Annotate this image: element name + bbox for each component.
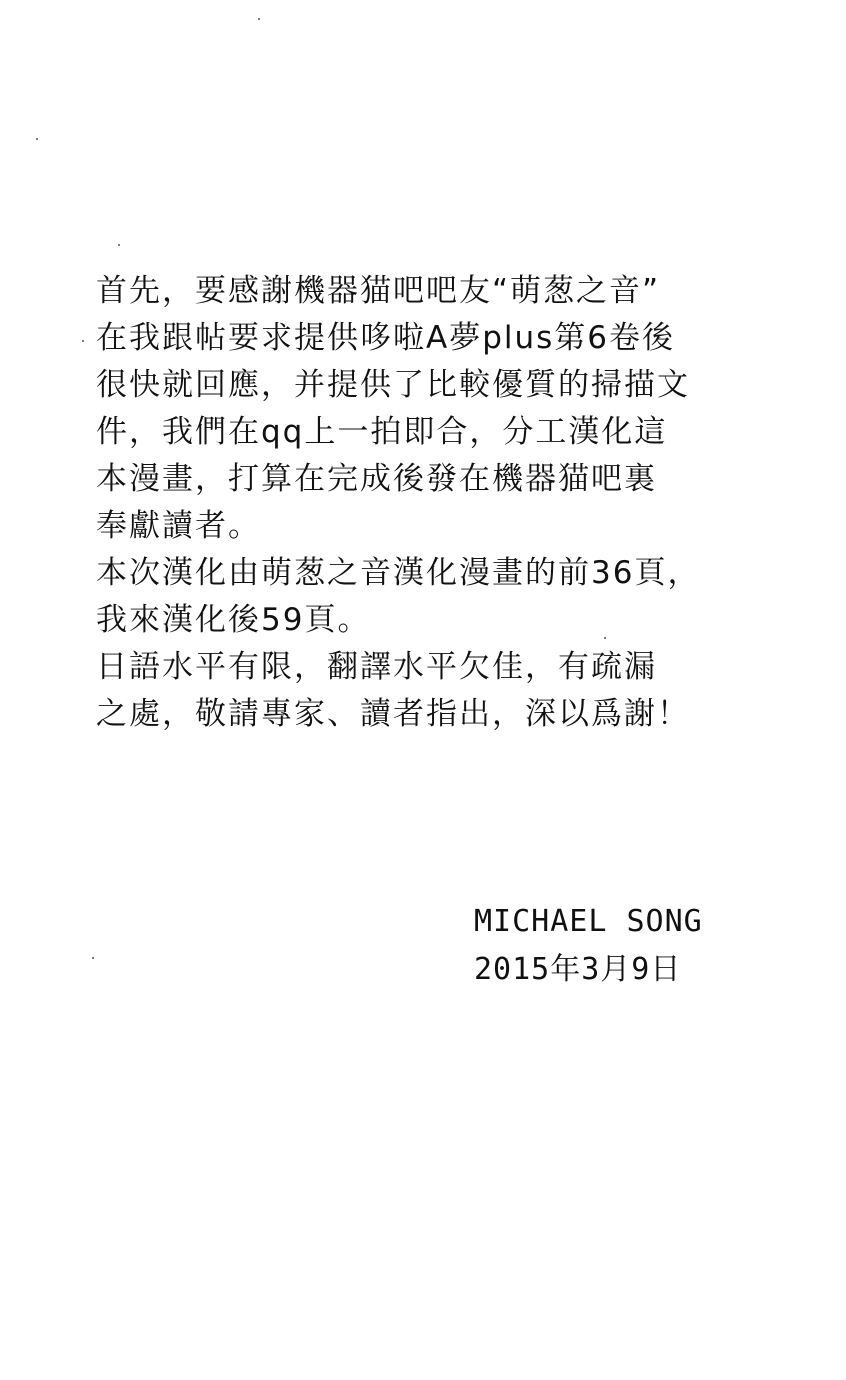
scan-speck — [92, 957, 94, 959]
note-line-2: 在我跟帖要求提供哆啦A夢plus第6卷後 — [96, 320, 676, 356]
scan-speck — [118, 244, 120, 246]
note-line-9: 日語水平有限，翻譯水平欠佳，有疏漏 — [96, 649, 657, 685]
signature-name: MICHAEL SONG — [474, 904, 703, 939]
scan-speck — [36, 138, 38, 140]
signature-date: 2015年3月9日 — [474, 952, 682, 987]
note-line-5: 本漫畫，打算在完成後發在機器猫吧裏 — [96, 461, 657, 497]
scan-speck — [258, 18, 260, 20]
note-line-4: 件，我們在qq上一拍即合，分工漢化這 — [96, 414, 668, 450]
scan-speck — [604, 637, 606, 639]
note-line-6: 奉獻讀者。 — [96, 508, 261, 544]
note-line-7: 本次漢化由萌葱之音漢化漫畫的前36頁， — [96, 555, 701, 591]
signature-block — [474, 898, 834, 994]
note-line-1: 首先，要感謝機器猫吧吧友“萌葱之音” — [96, 273, 661, 309]
note-line-3: 很快就回應，并提供了比較優質的掃描文 — [96, 367, 690, 403]
scan-speck — [82, 340, 84, 342]
note-line-8: 我來漢化後59頁。 — [96, 602, 371, 638]
note-line-10: 之處，敬請專家、讀者指出，深以爲謝！ — [96, 696, 690, 732]
translator-note — [96, 268, 836, 738]
